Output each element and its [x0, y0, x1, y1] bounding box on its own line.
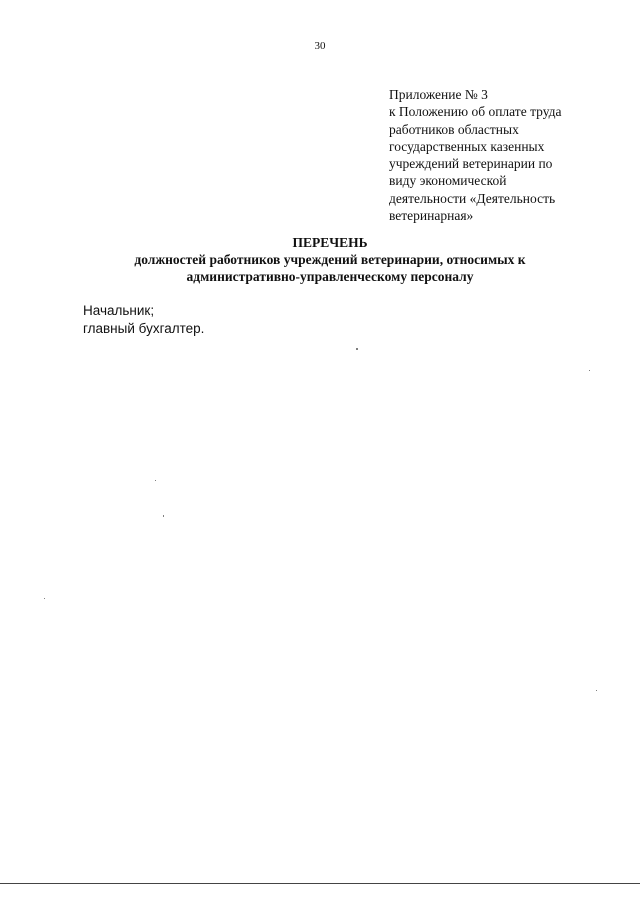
page-number: 30 — [314, 40, 326, 52]
appendix-line: деятельности «Деятельность — [389, 190, 556, 206]
appendix-note — [389, 86, 604, 224]
appendix-line: Приложение № 3 — [389, 87, 488, 102]
heading-subtitle-line-2: административно-управленческому персоналу — [186, 269, 474, 284]
positions-list — [83, 302, 204, 337]
appendix-line: работников областных — [389, 121, 519, 137]
scan-edge-line — [0, 883, 640, 884]
document-heading — [60, 234, 600, 285]
position-item: главный бухгалтер. — [83, 320, 205, 336]
scan-speck — [589, 370, 590, 371]
appendix-line: виду экономической — [389, 173, 507, 189]
appendix-line: учреждений ветеринарии по — [389, 156, 553, 172]
appendix-line: к Положению об оплате труда — [389, 104, 562, 120]
scan-speck — [155, 480, 156, 481]
scan-speck — [44, 598, 45, 599]
heading-subtitle-line-1: должностей работников учреждений ветеринарии, относимых к — [134, 252, 526, 267]
appendix-line: государственных казенных — [389, 138, 545, 154]
scan-speck — [163, 515, 164, 517]
heading-title: ПЕРЕЧЕНЬ — [292, 235, 368, 250]
scan-speck — [596, 690, 597, 691]
appendix-line: ветеринарная» — [389, 208, 474, 224]
scan-speck — [356, 348, 358, 350]
position-item: Начальник; — [83, 303, 155, 318]
